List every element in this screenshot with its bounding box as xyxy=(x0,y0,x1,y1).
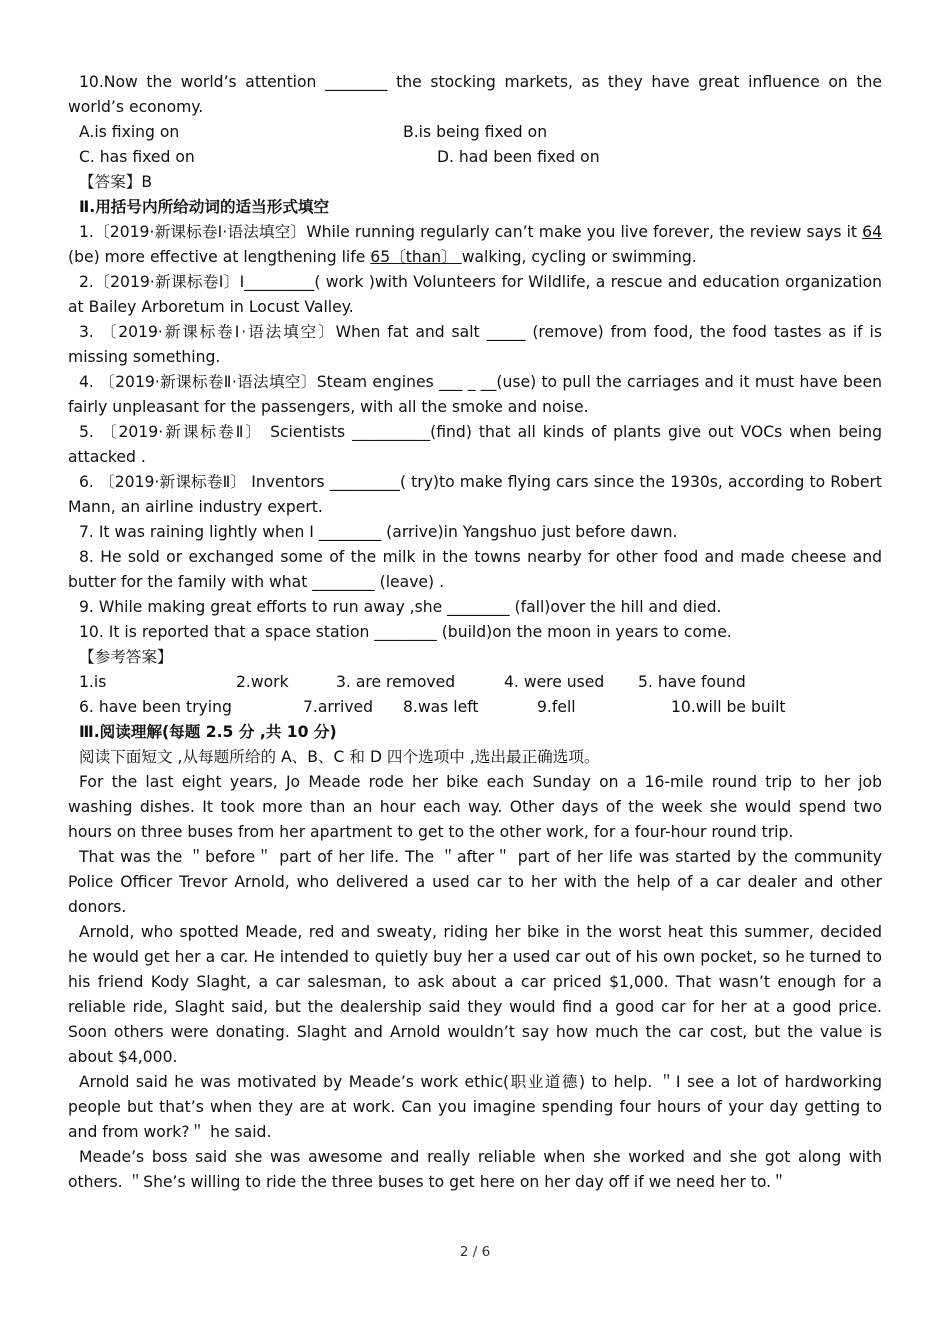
fill-item-10: 10. It is reported that a space station ________ (build)on the moon in years to come. xyxy=(79,623,732,641)
passage-paragraph: Meade’s boss said she was awesome and really reliable when she worked and she got along with others. ＂She’s willing to ride the three buses to get here on her day off if we need her to.＂ xyxy=(68,1148,882,1191)
question-10-options-row-2 xyxy=(68,145,882,170)
answer-8: 8.was left xyxy=(403,698,479,716)
answer-10: 10.will be built xyxy=(671,698,786,716)
fill-item-1: 1.〔2019·新课标卷Ⅰ·语法填空〕While running regularly can’t make you live forever, the review says it 64 (be) more effective at lengthening life 65〔than〕 walking, cycling or swimming. xyxy=(68,223,882,266)
document-page xyxy=(68,70,882,1195)
fill-item-3: 3. 〔2019·新课标卷Ⅰ·语法填空〕When fat and salt _____ (remove) from food, the food tastes as if is missing something. xyxy=(68,323,882,366)
option-c: C. has fixed on xyxy=(79,148,195,166)
answer-2: 2.work xyxy=(236,673,289,691)
passage-paragraph: Arnold said he was motivated by Meade’s work ethic(职业道德) to help. ＂I see a lot of hardworking people but that’s when they are at work. Can you imagine spending four hours of your day getting to and from work?＂ he said. xyxy=(68,1073,882,1141)
fill-item-4: 4. 〔2019·新课标卷Ⅱ·语法填空〕Steam engines ___ _ __(use) to pull the carriages and it must have been fairly unpleasant for the passengers, with all the smoke and noise. xyxy=(68,373,882,416)
fill-item-7: 7. It was raining lightly when I ________ (arrive)in Yangshuo just before dawn. xyxy=(79,523,678,541)
answer-5: 5. have found xyxy=(638,673,746,691)
answers-row-1 xyxy=(68,670,882,695)
section-3-instruction: 阅读下面短文 ,从每题所给的 A、B、C 和 D 四个选项中 ,选出最正确选项。 xyxy=(79,748,600,766)
answers-row-2 xyxy=(68,695,882,720)
answer-1: 1.is xyxy=(79,673,107,691)
reference-answer-label: 【参考答案】 xyxy=(79,648,173,666)
option-a: A.is fixing on xyxy=(79,123,180,141)
answer-9: 9.fell xyxy=(537,698,576,716)
option-b: B.is being fixed on xyxy=(403,123,548,141)
fill-item-9: 9. While making great efforts to run away ,she ________ (fall)over the hill and died. xyxy=(79,598,722,616)
section-2-heading: Ⅱ.用括号内所给动词的适当形式填空 xyxy=(79,198,330,216)
question-10-stem: 10.Now the world’s attention ________ the stocking markets, as they have great influence on the world’s economy. xyxy=(68,73,882,116)
answer-4: 4. were used xyxy=(504,673,605,691)
blank-65: 65〔than〕 xyxy=(370,248,462,266)
fill-item-5: 5. 〔2019·新课标卷Ⅱ〕 Scientists __________(find) that all kinds of plants give out VOCs when being attacked . xyxy=(68,423,882,466)
fill-item-2: 2.〔2019·新课标卷Ⅰ〕I_________( work )with Volunteers for Wildlife, a rescue and education organization at Bailey Arboretum in Locust Valley. xyxy=(68,273,882,316)
option-d: D. had been fixed on xyxy=(437,148,600,166)
question-10-options-row-1 xyxy=(68,120,882,145)
section-3-heading: Ⅲ.阅读理解(每题 2.5 分 ,共 10 分) xyxy=(79,723,337,741)
answer-6: 6. have been trying xyxy=(79,698,232,716)
blank-64: 64 xyxy=(862,223,882,241)
page-number: 2 / 6 xyxy=(459,1244,491,1260)
passage-paragraph: For the last eight years, Jo Meade rode her bike each Sunday on a 16-mile round trip to her job washing dishes. It took more than an hour each way. Other days of the week she would spend two hours on three buses from her apartment to get to the other work, for a four-hour round trip. xyxy=(68,773,882,841)
passage-paragraph: Arnold, who spotted Meade, red and sweaty, riding her bike in the worst heat this summer, decided he would get her a car. He intended to quietly buy her a used car out of his own pocket, so he turned to his friend Kody Slaght, a car salesman, to ask about a car priced $1,000. That wasn’t enough for a reliable ride, Slaght said, but the dealership said they would find a good car for her at a good price. Soon others were donating. Slaght and Arnold wouldn’t say how much the car cost, but the value is about $4,000. xyxy=(68,923,882,1066)
fill-item-8: 8. He sold or exchanged some of the milk in the towns nearby for other food and made cheese and butter for the family with what ________ (leave) . xyxy=(68,548,882,591)
answer-7: 7.arrived xyxy=(303,698,374,716)
passage-paragraph: That was the ＂before＂ part of her life. The ＂after＂ part of her life was started by the community Police Officer Trevor Arnold, who delivered a used car to her with the help of a car dealer and other donors. xyxy=(68,848,882,916)
fill-item-6: 6. 〔2019·新课标卷Ⅱ〕 Inventors _________( try)to make flying cars since the 1930s, according to Robert Mann, an airline industry expert. xyxy=(68,473,882,516)
question-10-answer: 【答案】B xyxy=(79,173,153,191)
answer-3: 3. are removed xyxy=(336,673,456,691)
